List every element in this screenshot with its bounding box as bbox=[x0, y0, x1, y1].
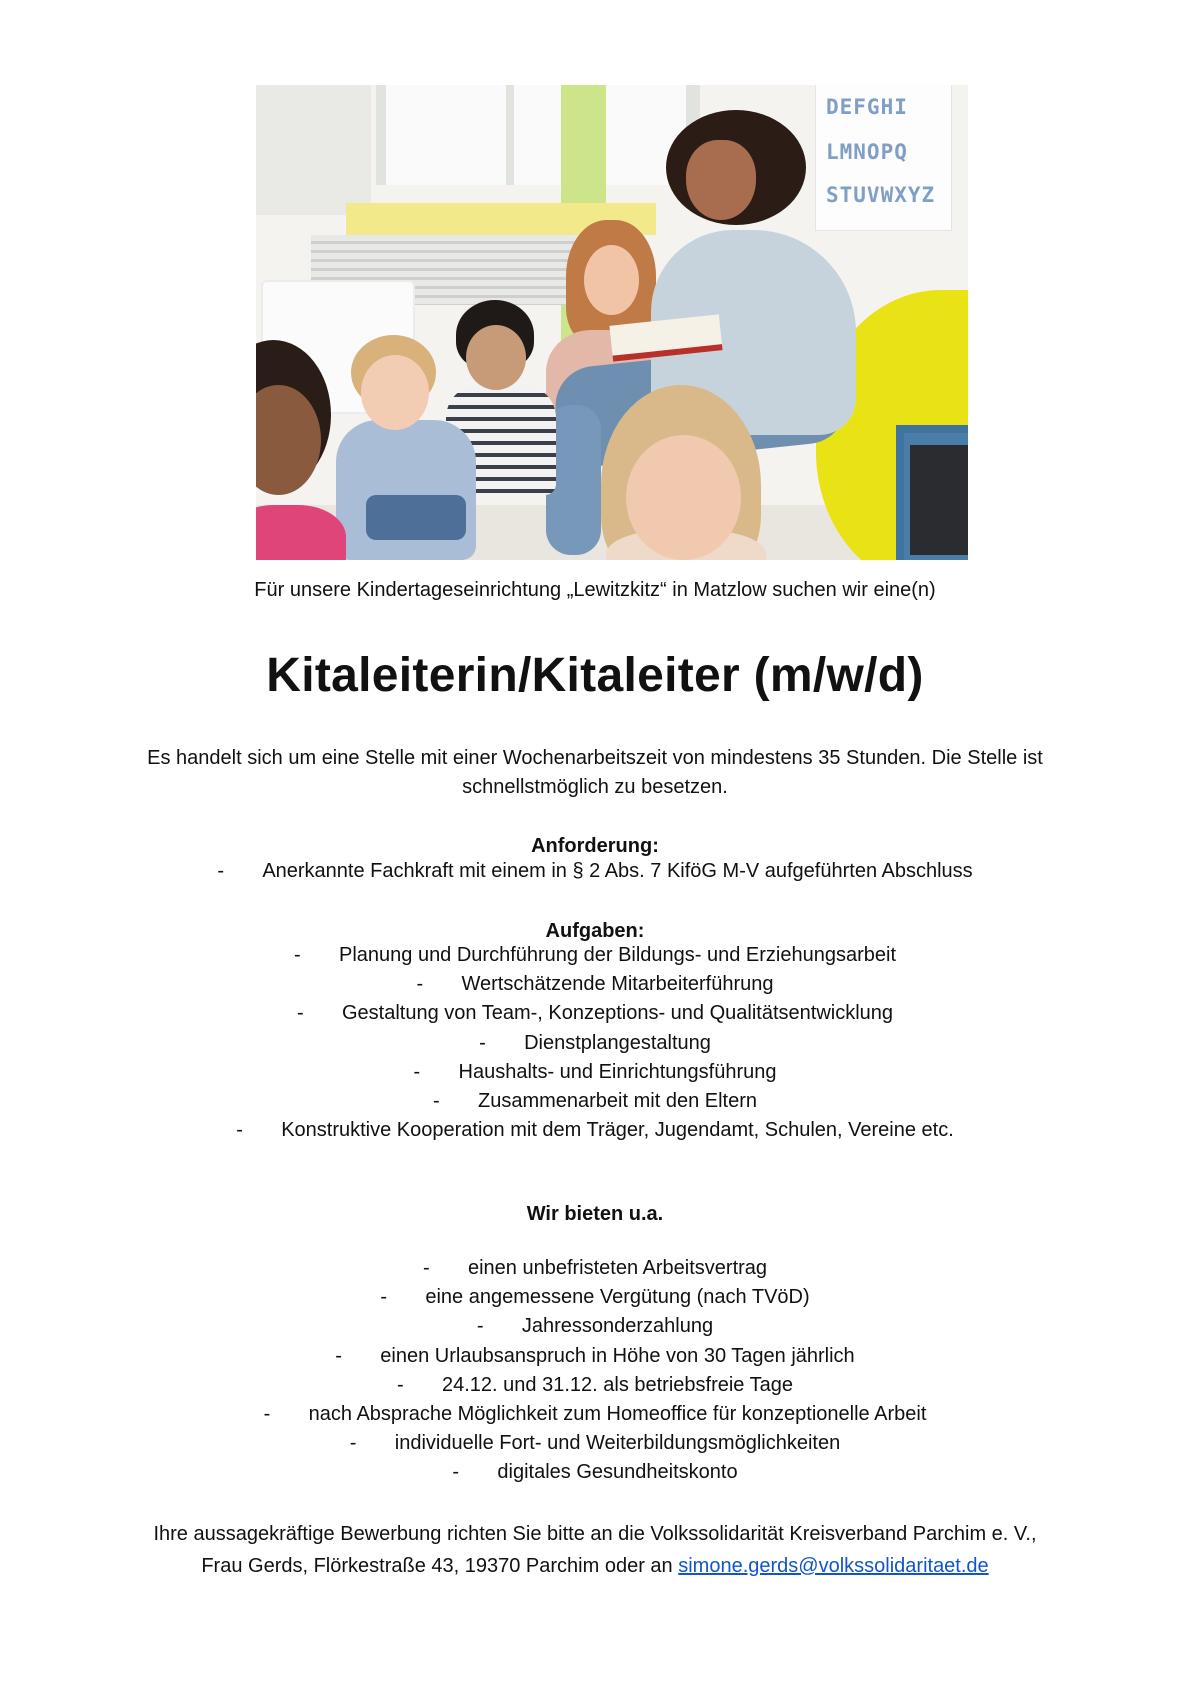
poster-line: LMNOPQ bbox=[826, 140, 908, 164]
email-link[interactable]: simone.gerds@volkssolidaritaet.de bbox=[678, 1555, 989, 1577]
list-item: - einen Urlaubsanspruch in Höhe von 30 Tagen jährlich bbox=[335, 1344, 855, 1367]
list-item: - einen unbefristeten Arbeitsvertrag bbox=[422, 1257, 768, 1279]
tasks-heading: Aufgaben: bbox=[545, 920, 645, 942]
job-title: Kitaleiterin/Kitaleiter (m/w/d) bbox=[266, 649, 924, 702]
list-item: - digitales Gesundheitskonto bbox=[452, 1461, 738, 1484]
requirements-list bbox=[0, 857, 1190, 886]
list-item: - nach Absprache Möglichkeit zum Homeoffice für konzeptionelle Arbeit bbox=[263, 1402, 927, 1425]
list-item: - Gestaltung von Team-, Konzeptions- und Qualitätsentwicklung bbox=[296, 1002, 894, 1025]
list-item: - Anerkannte Fachkraft mit einem in § 2 Abs. 7 KiföG M-V aufgeführten Abschluss bbox=[217, 860, 973, 882]
offer-heading: Wir bieten u.a. bbox=[526, 1203, 664, 1225]
alphabet-poster bbox=[816, 85, 951, 230]
list-item: - Dienstplangestaltung bbox=[479, 1031, 711, 1054]
list-item: - Planung und Durchführung der Bildungs- und Erziehungsarbeit bbox=[293, 944, 897, 966]
poster-line: STUVWXYZ bbox=[826, 183, 936, 207]
tasks-list bbox=[0, 941, 1190, 1145]
job-description: Es handelt sich um eine Stelle mit einer Wochenarbeitszeit von mindestens 35 Stunden. Die Stelle ist schnellstmöglich zu besetzen. bbox=[147, 747, 1043, 798]
contact-address: Frau Gerds, Flörkestraße 43, 19370 Parchim oder an bbox=[201, 1555, 679, 1577]
requirements-heading: Anforderung: bbox=[531, 835, 659, 857]
contact-line-2 bbox=[0, 1550, 1190, 1582]
list-item: - Haushalts- und Einrichtungsführung bbox=[413, 1060, 777, 1083]
list-item: - eine angemessene Vergütung (nach TVöD) bbox=[380, 1286, 810, 1309]
application-contact bbox=[0, 1518, 1190, 1582]
header-photo bbox=[256, 85, 968, 560]
list-item: - Zusammenarbeit mit den Eltern bbox=[432, 1089, 757, 1112]
poster-line: DEFGHI bbox=[826, 95, 908, 119]
offer-list bbox=[0, 1254, 1190, 1488]
list-item: - Jahressonderzahlung bbox=[476, 1315, 714, 1338]
contact-line-1: Ihre aussagekräftige Bewerbung richten Sie bitte an die Volkssolidarität Kreisverband Parchim e. V., bbox=[153, 1523, 1037, 1545]
list-item: - individuelle Fort- und Weiterbildungsmöglichkeiten bbox=[349, 1432, 841, 1455]
list-item: - 24.12. und 31.12. als betriebsfreie Tage bbox=[397, 1373, 793, 1396]
list-item: - Konstruktive Kooperation mit dem Träger, Jugendamt, Schulen, Vereine etc. bbox=[236, 1119, 954, 1142]
list-item: - Wertschätzende Mitarbeiterführung bbox=[416, 973, 774, 996]
intro-text: Für unsere Kindertageseinrichtung „Lewitzkitz“ in Matzlow suchen wir eine(n) bbox=[254, 579, 936, 601]
